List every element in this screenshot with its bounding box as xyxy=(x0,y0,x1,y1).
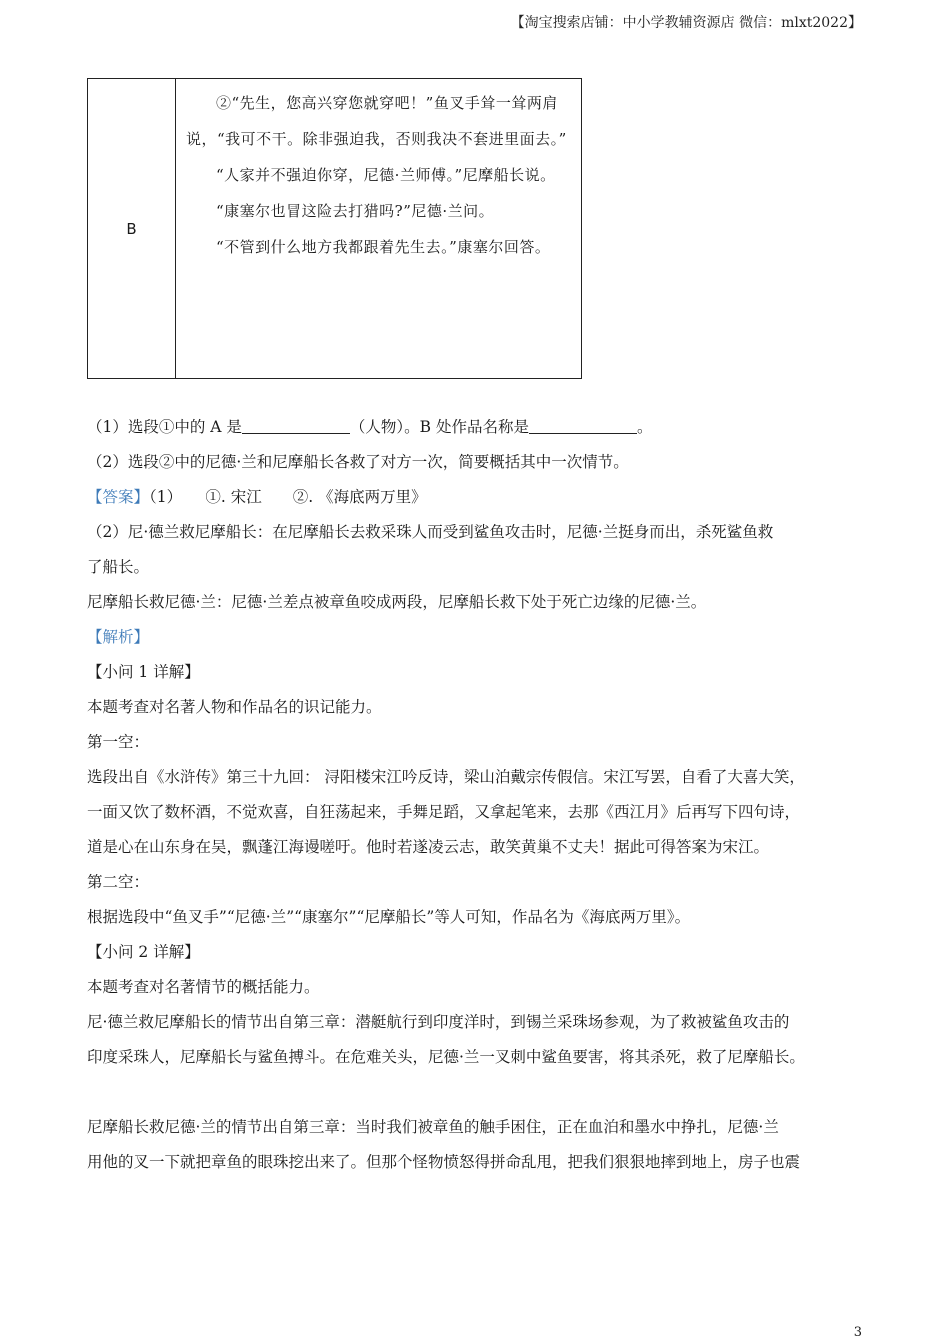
analysis-tag: 【解析】 xyxy=(87,628,150,646)
question-1-text-a: （1）选段①中的 A 是 xyxy=(87,418,242,436)
analysis-line: 【小问 2 详解】 xyxy=(87,943,200,961)
answer-blank-1 xyxy=(242,417,350,434)
analysis-line: 选段出自《水浒传》第三十九回： 浔阳楼宋江吟反诗，梁山泊戴宗传假信。宋江写罢，自看了大喜大笑， xyxy=(87,768,805,786)
table-row-label: B xyxy=(88,79,176,378)
answer-blank-2 xyxy=(529,417,637,434)
excerpt-paragraph: “康塞尔也冒这险去打猎吗?”尼德·兰问。 xyxy=(216,202,495,220)
analysis-line: 一面又饮了数杯酒，不觉欢喜，自狂荡起来，手舞足蹈，又拿起笔来，去那《西江月》后再写下四句诗， xyxy=(87,803,801,821)
excerpt-paragraph: “人家并不强迫你穿，尼德·兰师傅。”尼摩船长说。 xyxy=(216,166,556,184)
answer-text: （1） ①. 宋江 ②. 《海底两万里》 xyxy=(149,488,427,506)
paragraph-gap xyxy=(87,1075,877,1110)
analysis-line: 本题考查对名著人物和作品名的识记能力。 xyxy=(87,698,382,716)
excerpt-table xyxy=(87,78,582,379)
analysis-line: 印度采珠人，尼摩船长与鲨鱼搏斗。在危难关头，尼德·兰一叉刺中鲨鱼要害，将其杀死，救了尼摩船长。 xyxy=(87,1048,805,1066)
analysis-line: 第二空： xyxy=(87,873,150,891)
analysis-line: 【小问 1 详解】 xyxy=(87,663,200,681)
page-header: 【淘宝搜索店铺：中小学教辅资源店 微信：mlxt2022】 xyxy=(510,15,862,31)
question-1-text-c: 。 xyxy=(637,418,653,436)
answer-line xyxy=(87,480,877,515)
analysis-line: 尼摩船长救尼德·兰的情节出自第三章：当时我们被章鱼的触手困住，正在血泊和墨水中挣扎，尼德·兰 xyxy=(87,1118,779,1136)
page-number: 3 xyxy=(853,1325,862,1340)
analysis-line: 道是心在山东身在吴，飘蓬江海谩嗟吁。他时若遂凌云志，敢笑黄巢不丈夫！据此可得答案为宋江。 xyxy=(87,838,770,856)
excerpt-paragraph: ②“先生，您高兴穿您就穿吧！”鱼叉手耸一耸两肩说，“我可不干。除非强迫我，否则我决不套进里面去。” xyxy=(186,94,567,148)
answer-tag: 【答案】 xyxy=(87,488,150,506)
analysis-line: 尼·德兰救尼摩船长的情节出自第三章：潜艇航行到印度洋时，到锡兰采珠场参观，为了救被鲨鱼攻击的 xyxy=(87,1013,790,1031)
analysis-line: 第一空： xyxy=(87,733,150,751)
excerpt-text xyxy=(176,79,581,378)
excerpt-paragraph: “不管到什么地方我都跟着先生去。”康塞尔回答。 xyxy=(216,238,551,256)
question-2: （2）选段②中的尼德·兰和尼摩船长各救了对方一次，简要概括其中一次情节。 xyxy=(87,453,629,471)
analysis-line: 用他的叉一下就把章鱼的眼珠挖出来了。但那个怪物愤怒得拼命乱甩，把我们狠狠地摔到地上，房子也震 xyxy=(87,1153,801,1171)
answer-detail-line: 尼摩船长救尼德·兰：尼德·兰差点被章鱼咬成两段，尼摩船长救下处于死亡边缘的尼德·兰。 xyxy=(87,593,707,611)
question-content xyxy=(87,410,877,1180)
answer-detail-line: 了船长。 xyxy=(87,558,150,576)
question-1-text-b: （人物）。B 处作品名称是 xyxy=(349,418,529,436)
answer-detail-line: （2）尼·德兰救尼摩船长：在尼摩船长去救采珠人而受到鲨鱼攻击时，尼德·兰挺身而出，杀死鲨鱼救 xyxy=(87,523,774,541)
analysis-line: 本题考查对名著情节的概括能力。 xyxy=(87,978,320,996)
question-1 xyxy=(87,410,877,445)
analysis-line: 根据选段中“鱼叉手”“尼德·兰”“康塞尔”“尼摩船长”等人可知，作品名为《海底两万里》。 xyxy=(87,908,691,926)
